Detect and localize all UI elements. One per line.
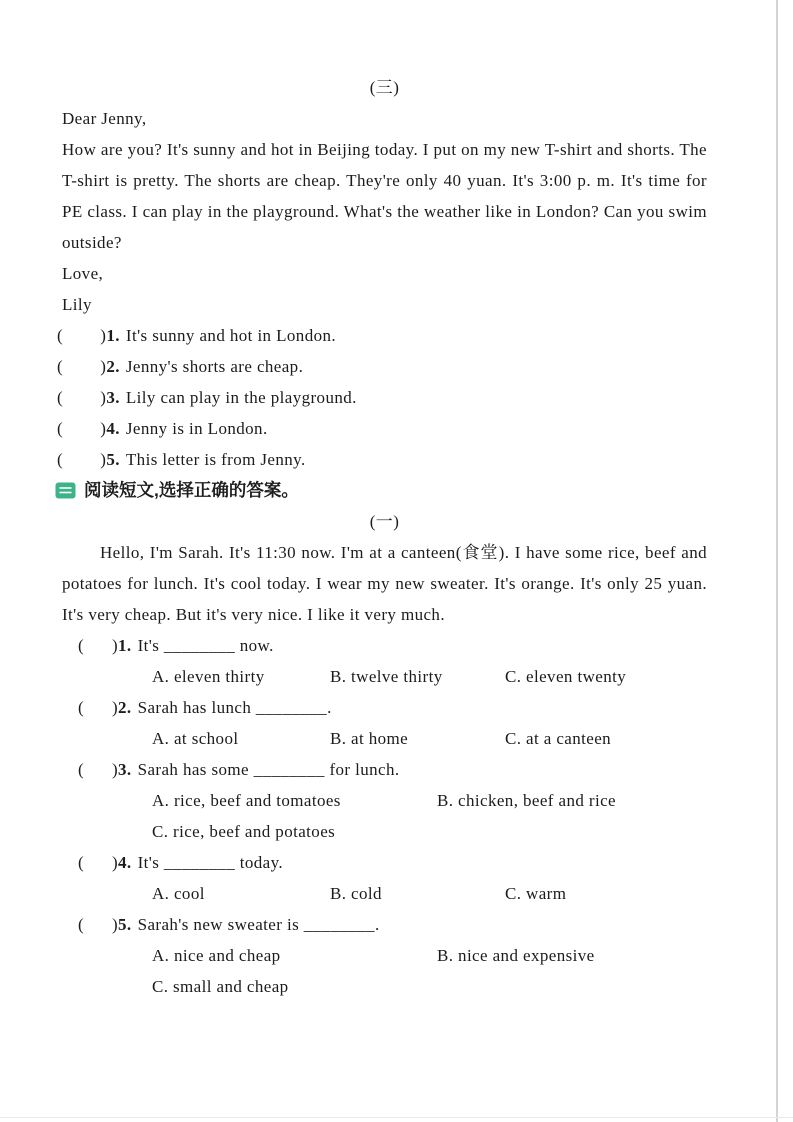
option-c: C. eleven twenty	[505, 667, 627, 686]
option-a: A. eleven thirty	[152, 667, 265, 686]
option-b: B. chicken, beef and rice	[437, 791, 616, 810]
item-number: 2.	[106, 357, 120, 376]
true-false-item-3	[57, 382, 707, 413]
page-bottom-shadow	[0, 1117, 793, 1118]
answer-parentheses: ( )	[57, 326, 107, 345]
answer-parentheses: ( )	[57, 419, 107, 438]
question-number: 5.	[118, 915, 132, 934]
letter-salutation: Dear Jenny,	[62, 109, 147, 128]
item-text: This letter is from Jenny.	[125, 450, 306, 469]
option-a: A. cool	[152, 884, 205, 903]
section-header-text: 阅读短文,选择正确的答案。	[84, 480, 299, 500]
question-number: 1.	[118, 636, 132, 655]
page-edge-shadow	[776, 0, 778, 1122]
part1-title: (一)	[369, 512, 400, 531]
option-c: C. small and cheap	[152, 977, 289, 996]
item-number: 1.	[106, 326, 120, 345]
answer-parentheses: ( )	[78, 760, 119, 779]
option-a: A. at school	[152, 729, 239, 748]
item-text: Jenny is in London.	[125, 419, 268, 438]
question-stem: It's ________ today.	[137, 853, 284, 872]
option-c: C. at a canteen	[505, 729, 612, 748]
answer-parentheses: ( )	[57, 450, 107, 469]
reading-passage-icon	[55, 482, 76, 499]
mc-question-4	[62, 847, 707, 909]
option-c: C. rice, beef and potatoes	[152, 822, 336, 841]
option-b: B. twelve thirty	[330, 667, 443, 686]
item-number: 5.	[106, 450, 120, 469]
question-stem: Sarah has some ________ for lunch.	[137, 760, 400, 779]
question-stem: Sarah's new sweater is ________.	[137, 915, 380, 934]
mc-question-3	[62, 754, 707, 847]
item-text: Lily can play in the playground.	[125, 388, 357, 407]
mc-question-2	[62, 692, 707, 754]
part3-title: (三)	[369, 78, 400, 97]
question-number: 3.	[118, 760, 132, 779]
reading-passage: Hello, I'm Sarah. It's 11:30 now. I'm at a canteen(食堂). I have some rice, beef and potatoes for lunch. It's cool today. I wear my new sweater. It's orange. It's only 25 yuan. It's very cheap. But it's very nice. I like it very much.	[62, 543, 707, 624]
answer-parentheses: ( )	[78, 915, 119, 934]
mc-question-5	[62, 909, 707, 1002]
option-a: A. rice, beef and tomatoes	[152, 791, 341, 810]
question-number: 2.	[118, 698, 132, 717]
true-false-item-5	[57, 444, 707, 475]
letter-body: How are you? It's sunny and hot in Beijing today. I put on my new T-shirt and shorts. The T-shirt is pretty. The shorts are cheap. They're only 40 yuan. It's 3:00 p. m. It's time for PE class. I can play in the playground. What's the weather like in London? Can you swim outside?	[62, 140, 707, 252]
item-text: It's sunny and hot in London.	[125, 326, 337, 345]
item-text: Jenny's shorts are cheap.	[125, 357, 304, 376]
section-header	[55, 475, 707, 506]
option-b: B. cold	[330, 884, 382, 903]
option-b: B. at home	[330, 729, 409, 748]
answer-parentheses: ( )	[78, 853, 119, 872]
answer-parentheses: ( )	[57, 357, 107, 376]
question-stem: It's ________ now.	[137, 636, 274, 655]
question-stem: Sarah has lunch ________.	[137, 698, 332, 717]
item-number: 4.	[106, 419, 120, 438]
letter-signature: Lily	[62, 295, 92, 314]
item-number: 3.	[106, 388, 120, 407]
answer-parentheses: ( )	[57, 388, 107, 407]
true-false-item-1	[57, 320, 707, 351]
mc-question-1	[62, 630, 707, 692]
answer-parentheses: ( )	[78, 698, 119, 717]
option-c: C. warm	[505, 884, 567, 903]
option-a: A. nice and cheap	[152, 946, 281, 965]
question-number: 4.	[118, 853, 132, 872]
letter-closing: Love,	[62, 264, 104, 283]
answer-parentheses: ( )	[78, 636, 119, 655]
true-false-item-2	[57, 351, 707, 382]
option-b: B. nice and expensive	[437, 946, 595, 965]
true-false-item-4	[57, 413, 707, 444]
